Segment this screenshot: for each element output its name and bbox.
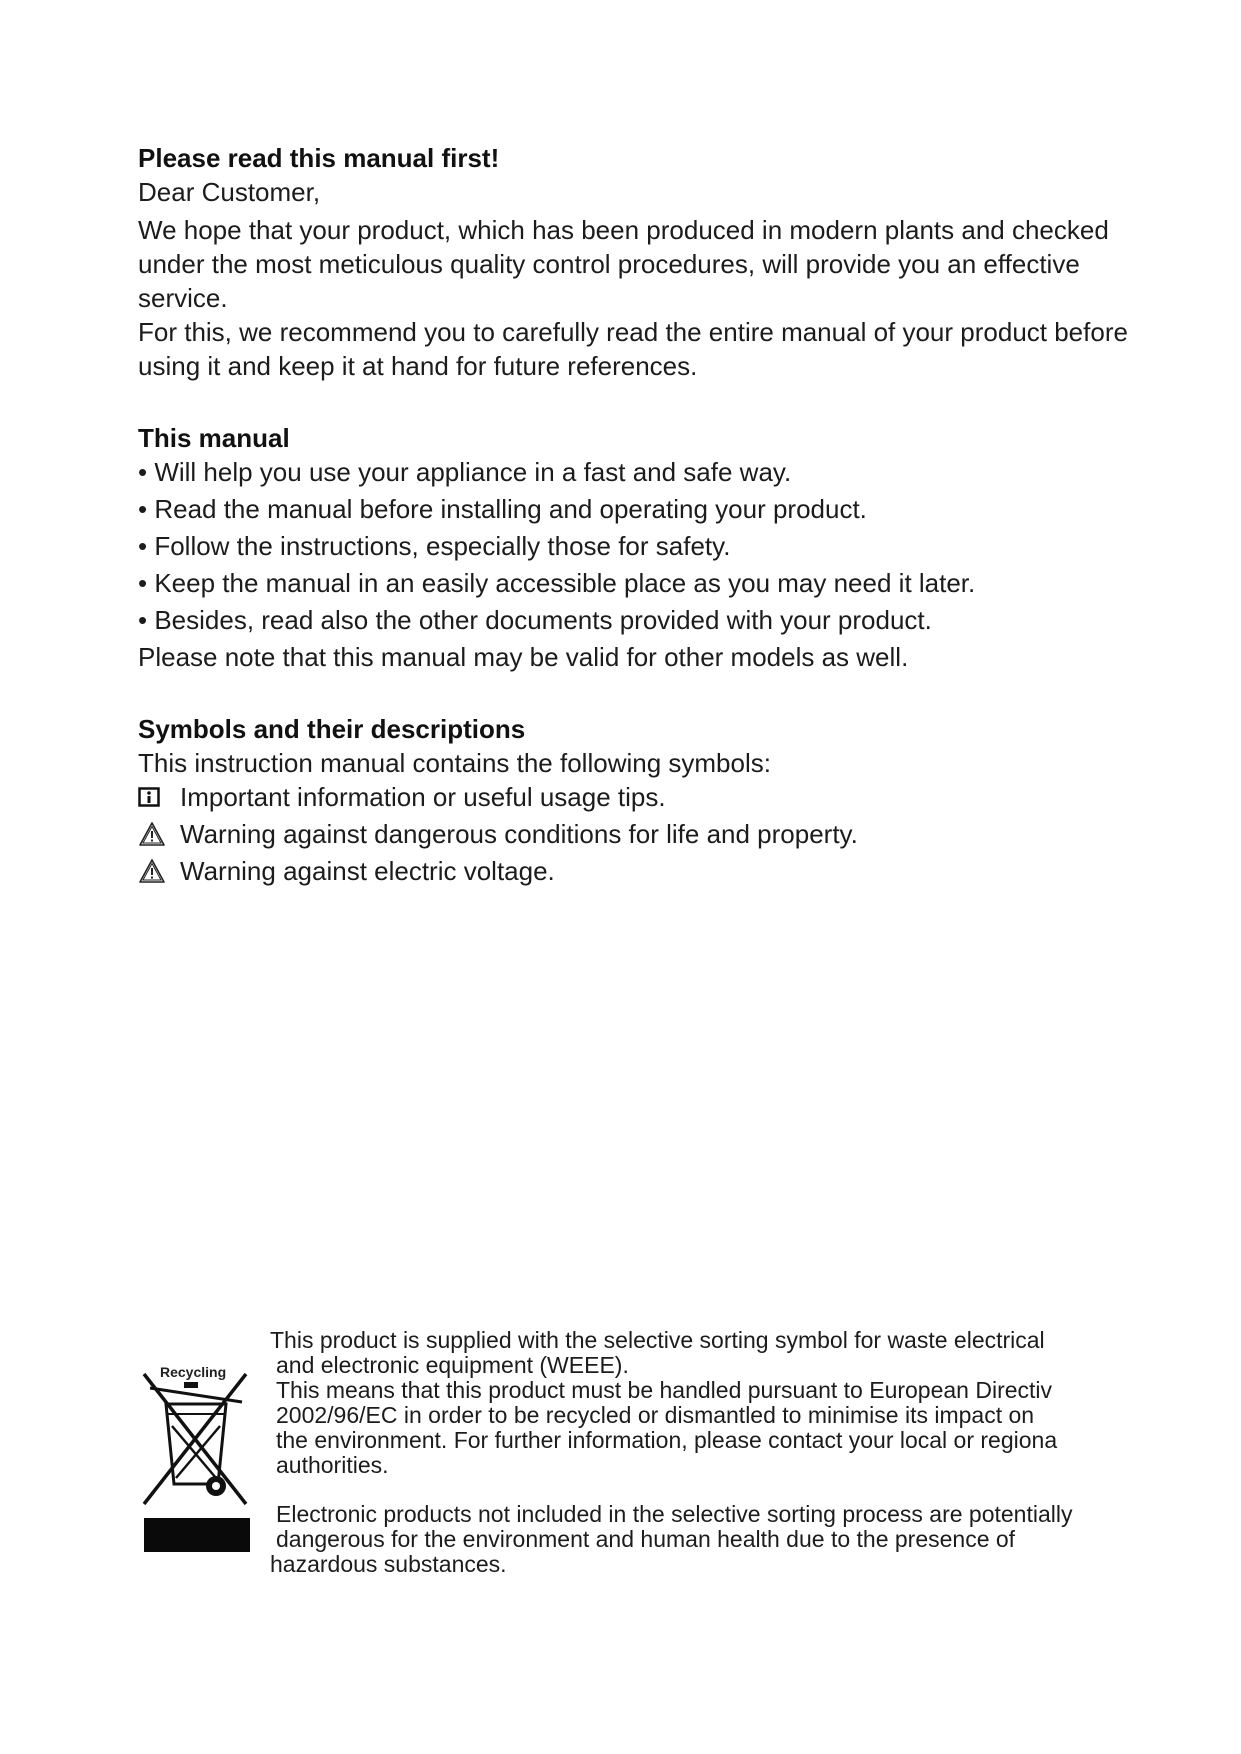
symbol-row-warning [138, 817, 1138, 851]
intro-title: Please read this manual first! [138, 143, 500, 173]
symbols-intro: This instruction manual contains the following symbols: [138, 748, 771, 778]
list-item: • Keep the manual in an easily accessible place as you may need it later. [138, 568, 976, 598]
intro-section [138, 141, 1138, 383]
symbols-section [138, 712, 1138, 888]
recycling-line: hazardous substances. [270, 1551, 507, 1577]
warning-icon [138, 820, 168, 848]
recycling-line: This means that this product must be handled pursuant to European Directiv [276, 1377, 1053, 1403]
symbol-description: Warning against dangerous conditions for life and property. [180, 819, 858, 849]
recycling-line: This product is supplied with the selective sorting symbol for waste electrical [270, 1327, 1045, 1353]
list-item: • Follow the instructions, especially those for safety. [138, 531, 731, 561]
crossed-out-wheelie-bin-icon [138, 1366, 254, 1516]
recycling-line: the environment. For further information, please contact your local or regiona [276, 1427, 1058, 1453]
list-item: • Besides, read also the other documents provided with your product. [138, 605, 932, 635]
symbol-row-electric [138, 854, 1138, 888]
recycling-line: and electronic equipment (WEEE). [276, 1352, 629, 1378]
list-item: • Read the manual before installing and operating your product. [138, 494, 867, 524]
warning-icon [138, 857, 168, 885]
symbol-description: Important information or useful usage tips. [180, 782, 666, 812]
recycling-text [270, 1328, 1120, 1577]
main-content [138, 141, 1138, 891]
recycling-line: Electronic products not included in the selective sorting process are potentially [276, 1501, 1073, 1527]
recycling-notice [138, 1328, 1128, 1588]
manual-title: This manual [138, 423, 290, 453]
symbols-title: Symbols and their descriptions [138, 714, 526, 744]
manual-section [138, 421, 1138, 674]
intro-paragraph: We hope that your product, which has been produced in modern plants and checked under the most meticulous quality control procedures, will provide you an effective service. [138, 215, 1109, 313]
info-icon [138, 783, 168, 811]
recycling-line: authorities. [276, 1452, 389, 1478]
weee-black-bar [144, 1518, 250, 1552]
recycling-line: 2002/96/EC in order to be recycled or dismantled to minimise its impact on [276, 1402, 1035, 1428]
salutation: Dear Customer, [138, 177, 321, 207]
list-item: • Will help you use your appliance in a fast and safe way. [138, 457, 792, 487]
intro-paragraph: For this, we recommend you to carefully read the entire manual of your product before using it and keep it at hand for future references. [138, 317, 1128, 381]
manual-bullet-list [138, 455, 1138, 637]
symbol-row-info [138, 780, 1138, 814]
recycling-label: Recycling [160, 1364, 227, 1380]
symbol-description: Warning against electric voltage. [180, 856, 555, 886]
recycling-line: dangerous for the environment and human health due to the presence of [276, 1526, 1016, 1552]
manual-note: Please note that this manual may be valid for other models as well. [138, 642, 909, 672]
